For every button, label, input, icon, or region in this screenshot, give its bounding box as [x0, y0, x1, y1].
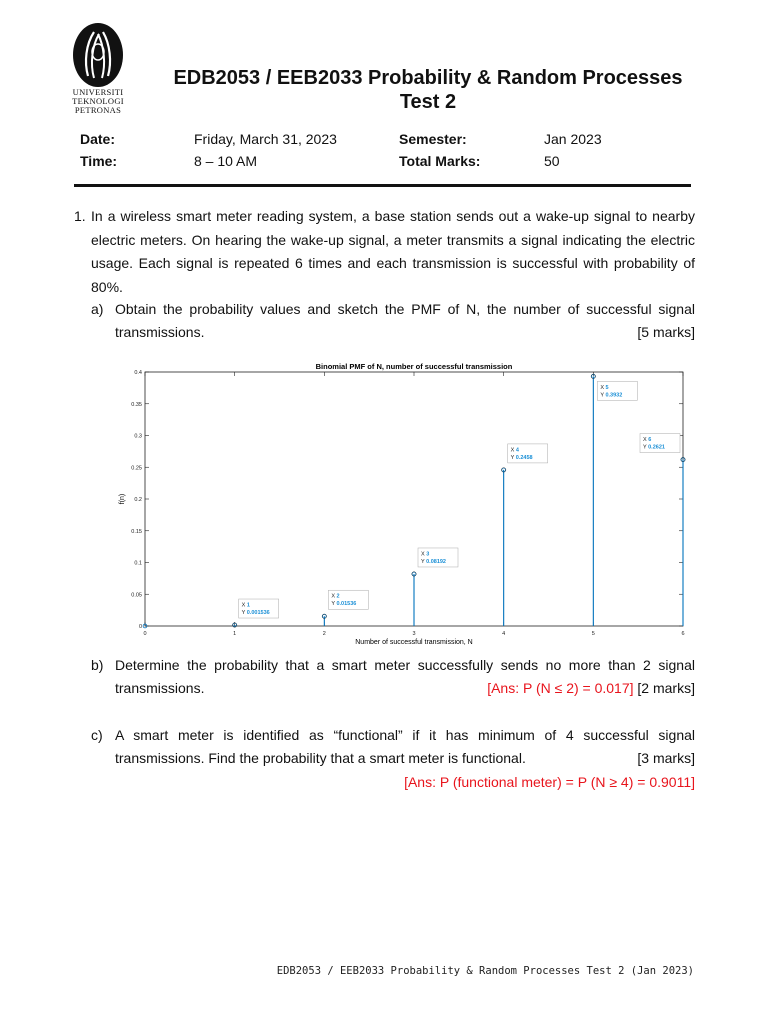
datatip-y-label: Y 0.2621 [643, 444, 665, 451]
datatip-x-value: 2 [336, 593, 340, 600]
y-tick-label: 0.35 [131, 401, 142, 408]
question-number: 1. [74, 208, 86, 224]
datatip-y-value: 0.2621 [648, 444, 665, 451]
semester-label: Semester: [399, 131, 467, 147]
part-c-text-line-2: transmissions. Find the probability that a smart meter is functional. [115, 750, 526, 766]
title-line-2: Test 2 [399, 91, 457, 113]
part-c-text-line-1: A smart meter is identified as “functional” if it has minimum of 4 successful signal [115, 727, 695, 743]
datatip-x-label: X 5 [600, 384, 609, 391]
university-logo [66, 22, 130, 115]
y-tick-label: 0.3 [134, 433, 142, 440]
part-b-text-line-1: Determine the probability that a smart meter successfully sends no more than 2 signal [115, 657, 695, 673]
datatip-y-label: Y 0.01536 [331, 601, 357, 608]
x-tick-label: 1 [233, 631, 237, 637]
total-marks-label: Total Marks: [399, 153, 481, 169]
part-b-answer-marks [487, 677, 695, 701]
x-tick-label: 6 [681, 631, 685, 637]
total-marks-value: 50 [544, 153, 560, 169]
question-intro: In a wireless smart meter reading system, a base station sends out a wake-up signal to nearby electric meters. On hearing the wake-up signal, a meter transmits a signal indicating the electric usage. Each signal is repeated 6 times and each transmission is successful with probability of 80%. [91, 208, 695, 295]
y-tick-label: 0.15 [131, 528, 142, 535]
part-b-marks: [2 marks] [637, 680, 695, 696]
datatip-y-label: Y 0.3932 [600, 392, 623, 399]
pmf-chart [0, 355, 768, 655]
datatip-x-value: 1 [246, 602, 250, 609]
chart-title: Binomial PMF of N, number of successful transmission [315, 362, 513, 371]
logo-line-1: UNIVERSITI [72, 87, 124, 97]
datatip-x-value: 5 [605, 384, 609, 391]
datatip-x-label: X 6 [643, 437, 652, 444]
logo-line-3: PETRONAS [74, 105, 122, 115]
part-a-marks: [5 marks] [637, 324, 695, 340]
header-divider [74, 184, 691, 187]
y-tick-label: 0 [138, 624, 142, 630]
datatip-y-label: Y 0.08192 [421, 558, 446, 565]
y-tick-label: 0.05 [131, 592, 142, 599]
datatip-y-value: 0.08192 [426, 558, 446, 565]
datatip-x-value: 3 [426, 551, 430, 558]
datatip-y-value: 0.2458 [515, 454, 533, 461]
semester-value: Jan 2023 [544, 131, 602, 147]
x-tick-label: 0 [143, 631, 147, 637]
date-label: Date: [80, 131, 116, 147]
datatip-x-label: X 4 [510, 447, 519, 454]
chart-xlabel: Number of successful transmission, N [355, 639, 473, 646]
x-tick-label: 2 [322, 631, 326, 637]
part-a-text-line-2: transmissions. [115, 324, 205, 340]
datatip-y-label: Y 0.001536 [241, 610, 270, 617]
part-a-text-line-1: Obtain the probability values and sketch the PMF of N, the number of successful signal [115, 301, 695, 317]
part-b-answer: [Ans: P (N ≤ 2) = 0.017] [487, 680, 634, 696]
y-tick-label: 0.2 [134, 497, 142, 503]
time-label: Time: [80, 153, 118, 169]
datatip-x-value: 6 [648, 437, 652, 444]
x-tick-label: 5 [591, 631, 595, 637]
datatip-y-value: 0.3932 [605, 392, 623, 399]
part-a-label: a) [91, 301, 104, 317]
datatip-x-label: X 2 [331, 593, 340, 600]
title-line-1: EDB2053 / EEB2033 Probability & Random Processes [173, 67, 683, 89]
part-b-text-line-2: transmissions. [115, 680, 205, 696]
datatip-y-value: 0.01536 [336, 601, 357, 608]
datatip-x-value: 4 [515, 447, 519, 454]
date-value: Friday, March 31, 2023 [194, 131, 337, 147]
y-tick-label: 0.1 [134, 560, 142, 567]
chart-ylabel: f(n) [119, 493, 126, 505]
datatip-y-value: 0.001536 [246, 610, 270, 617]
datatip-x-label: X 3 [421, 551, 430, 558]
test-title [150, 66, 706, 114]
datatip-y-label: Y 0.2458 [510, 454, 533, 461]
time-value: 8 – 10 AM [194, 153, 258, 169]
part-b-label: b) [91, 657, 104, 673]
part-c-label: c) [91, 727, 103, 743]
utp-emblem-icon [72, 22, 124, 88]
y-tick-label: 0.25 [131, 465, 142, 472]
y-tick-label: 0.4 [134, 370, 142, 376]
part-c-marks: [3 marks] [637, 750, 695, 766]
datatip-x-label: X 1 [241, 602, 250, 609]
part-c-answer: [Ans: P (functional meter) = P (N ≥ 4) = 0.9011] [404, 774, 695, 790]
page-footer: EDB2053 / EEB2033 Probability & Random Processes Test 2 (Jan 2023) [276, 965, 694, 977]
logo-line-2: TEKNOLOGI [72, 96, 124, 106]
x-tick-label: 3 [412, 631, 416, 637]
x-tick-label: 4 [502, 631, 506, 637]
